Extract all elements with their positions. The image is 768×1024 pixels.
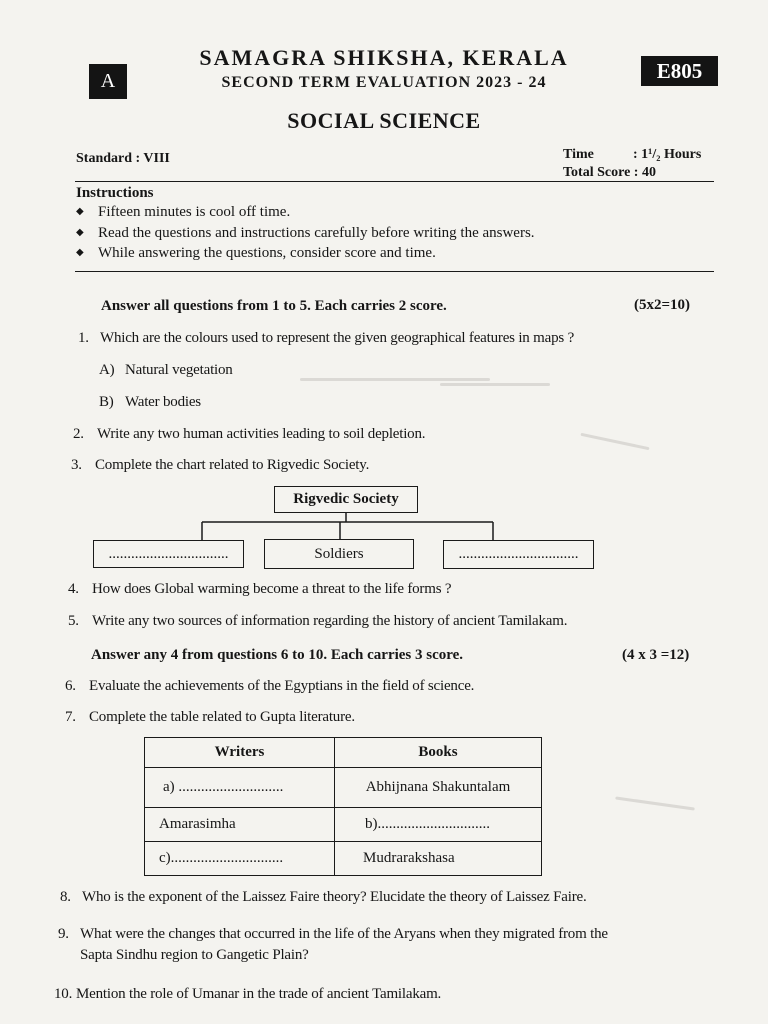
- evaluation-title: SECOND TERM EVALUATION 2023 - 24: [221, 74, 547, 91]
- instruction-item: ◆ While answering the questions, consider score and time.: [76, 245, 436, 261]
- table-header-books: Books: [335, 738, 542, 768]
- table-cell-book: Mudrarakshasa: [335, 842, 542, 876]
- question-4: 4. How does Global warming become a threat to the life forms ?: [68, 581, 452, 597]
- section-2-heading: Answer any 4 from questions 6 to 10. Each carries 3 score.: [91, 647, 464, 663]
- bullet-icon: ◆: [76, 247, 84, 258]
- bullet-icon: ◆: [76, 206, 84, 217]
- time-value: : 1¹/₂ Hours: [633, 147, 702, 162]
- section-1-heading: Answer all questions from 1 to 5. Each carries 2 score.: [101, 298, 447, 314]
- total-score-value: 40: [641, 165, 656, 180]
- question-9-continued: Sapta Sindhu region to Gangetic Plain?: [80, 947, 309, 963]
- standard-label: Standard : VIII: [76, 151, 170, 166]
- table-cell-writer: Amarasimha: [145, 808, 335, 842]
- question-3: 3. Complete the chart related to Rigvedic Society.: [71, 457, 370, 473]
- bullet-icon: ◆: [76, 227, 84, 238]
- table-header-row: [145, 738, 542, 768]
- total-score-label: Total Score :: [563, 165, 639, 180]
- question-1b: B) Water bodies: [99, 394, 201, 410]
- section-1-score: (5x2=10): [634, 297, 691, 313]
- paper-code-badge: E805: [641, 56, 718, 86]
- chart-box-soldiers: Soldiers: [264, 539, 414, 569]
- chart-blank-left: ................................: [93, 540, 244, 568]
- question-6: 6. Evaluate the achievements of the Egyptians in the field of science.: [65, 678, 475, 694]
- question-1a: A) Natural vegetation: [99, 362, 233, 378]
- table-cell-writer: a) ............................: [145, 768, 335, 808]
- question-10: 10. Mention the role of Umanar in the trade of ancient Tamilakam.: [54, 986, 442, 1002]
- section-2-score: (4 x 3 =12): [622, 647, 690, 663]
- chart-blank-right: ................................: [443, 540, 594, 569]
- scan-smudge: [300, 378, 490, 381]
- question-7: 7. Complete the table related to Gupta literature.: [65, 709, 355, 725]
- table-row: [145, 842, 542, 876]
- gupta-literature-table: [144, 737, 542, 876]
- organization-title: SAMAGRA SHIKSHA, KERALA: [199, 45, 569, 70]
- scan-smudge: [440, 383, 550, 386]
- subject-title: SOCIAL SCIENCE: [287, 108, 481, 133]
- table-cell-book: b)..............................: [335, 808, 542, 842]
- instruction-item: ◆ Read the questions and instructions carefully before writing the answers.: [76, 225, 535, 241]
- question-8: 8. Who is the exponent of the Laissez Faire theory? Elucidate the theory of Laissez Faire.: [60, 889, 587, 905]
- table-cell-book: Abhijnana Shakuntalam: [335, 768, 542, 808]
- table-header-writers: Writers: [145, 738, 335, 768]
- instruction-item: ◆ Fifteen minutes is cool off time.: [76, 204, 291, 220]
- set-badge: A: [89, 64, 127, 99]
- question-9: 9. What were the changes that occurred in the life of the Aryans when they migrated from the: [58, 926, 608, 942]
- instructions-title: Instructions: [76, 185, 154, 201]
- table-row: [145, 808, 542, 842]
- question-5: 5. Write any two sources of information regarding the history of ancient Tamilakam.: [68, 613, 568, 629]
- time-label: Time: [563, 147, 594, 162]
- chart-root-box: Rigvedic Society: [274, 486, 418, 513]
- question-1: 1. Which are the colours used to represent the given geographical features in maps ?: [78, 330, 575, 346]
- question-2: 2. Write any two human activities leading to soil depletion.: [73, 426, 426, 442]
- table-cell-writer: c)..............................: [145, 842, 335, 876]
- table-row: [145, 768, 542, 808]
